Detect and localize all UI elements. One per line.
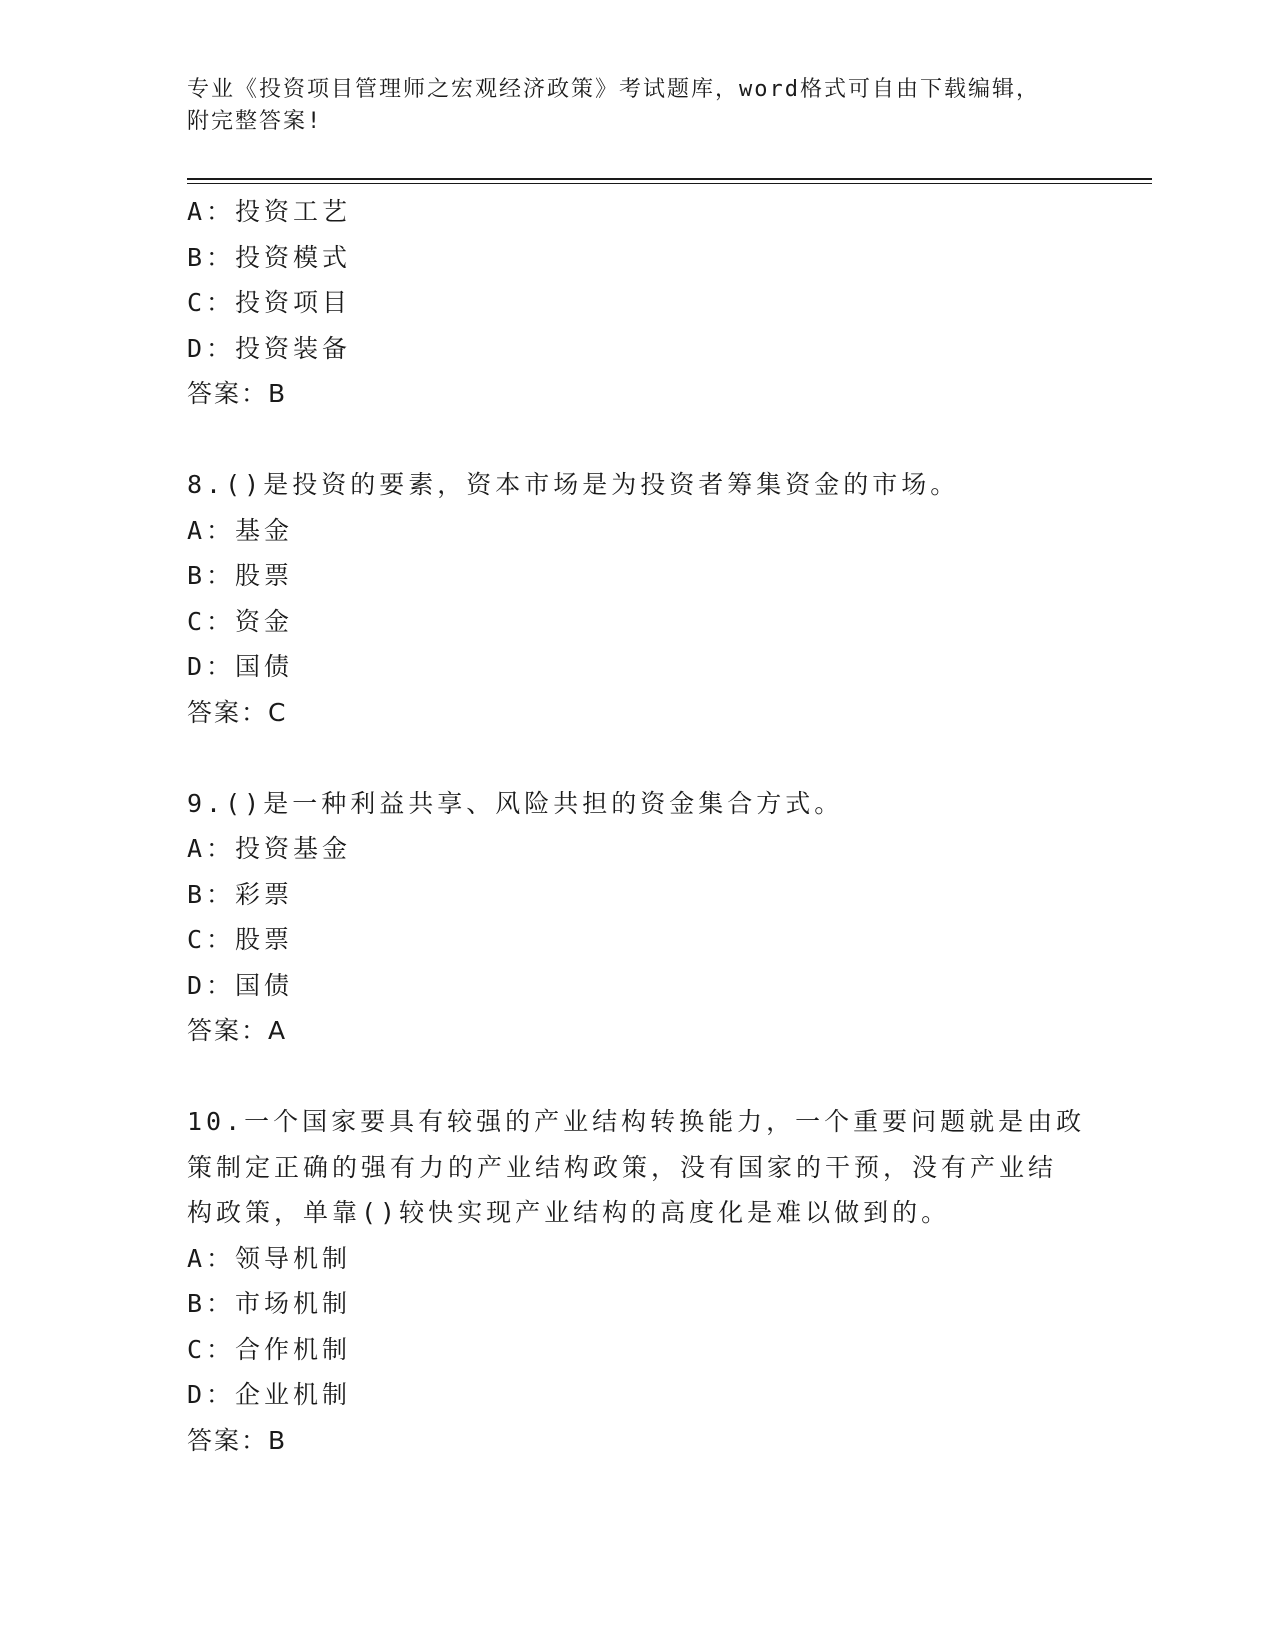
header-line-2: 附完整答案!: [187, 109, 323, 134]
header-divider-thick: [187, 178, 1152, 180]
option-d: D：投资装备: [187, 333, 352, 363]
option-c: C：投资项目: [187, 288, 352, 317]
spacer: [187, 1054, 1087, 1100]
question-8: [187, 462, 1087, 735]
answer-line: 答案：B: [187, 1425, 288, 1455]
option-d: D：企业机制: [187, 1380, 352, 1409]
question-7: [187, 189, 1087, 417]
question-10: [187, 1099, 1087, 1463]
question-stem-line-2: 策制定正确的强有力的产业结构政策，没有国家的干预，没有产业结: [187, 1152, 1058, 1182]
option-a: A：基金: [187, 515, 294, 545]
spacer: [187, 417, 1087, 463]
option-a: A：投资基金: [187, 834, 352, 863]
question-list: [187, 189, 1087, 1463]
spacer: [187, 735, 1087, 781]
question-stem-line-1: 10.一个国家要具有较强的产业结构转换能力，一个重要问题就是由政: [187, 1107, 1086, 1136]
option-a: A：投资工艺: [187, 197, 352, 226]
question-stem: 8.()是投资的要素，资本市场是为投资者筹集资金的市场。: [187, 470, 960, 499]
option-c: C：股票: [187, 925, 294, 954]
option-a: A：领导机制: [187, 1243, 352, 1273]
answer-line: 答案：B: [187, 379, 288, 408]
option-b: B：市场机制: [187, 1289, 352, 1318]
question-stem: 9.()是一种利益共享、风险共担的资金集合方式。: [187, 788, 844, 818]
question-stem-line-3: 构政策，单靠()较快实现产业结构的高度化是难以做到的。: [187, 1198, 951, 1227]
document-header: [187, 74, 1087, 138]
option-c: C：资金: [187, 606, 294, 636]
header-divider-thin: [187, 183, 1152, 184]
answer-line: 答案：C: [187, 697, 288, 727]
option-d: D：国债: [187, 652, 294, 681]
option-d: D：国债: [187, 970, 294, 1000]
question-9: [187, 781, 1087, 1054]
option-c: C：合作机制: [187, 1334, 352, 1364]
option-b: B：彩票: [187, 879, 294, 909]
header-line-1: 专业《投资项目管理师之宏观经济政策》考试题库，word格式可自由下载编辑，: [187, 77, 1040, 102]
answer-line: 答案：A: [187, 1016, 288, 1045]
option-b: B：投资模式: [187, 242, 352, 272]
option-b: B：股票: [187, 561, 294, 590]
